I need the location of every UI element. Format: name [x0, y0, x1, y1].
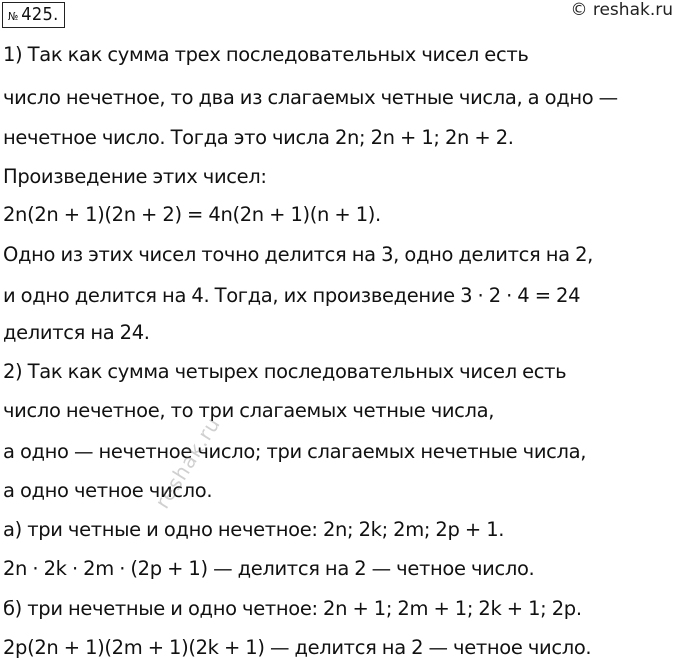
number-sign: № — [8, 10, 19, 23]
solution-line: б) три нечетные и одно четное: 2n + 1; 2m + 1; 2k + 1; 2p. — [3, 597, 582, 620]
diagonal-watermark: reshak.ru — [150, 412, 226, 513]
solution-line: 2) Так как сумма четырех последовательных чисел есть — [3, 360, 567, 383]
solution-line: делится на 24. — [3, 321, 150, 344]
solution-line: 2n(2n + 1)(2n + 2) = 4n(2n + 1)(n + 1). — [3, 203, 381, 226]
solution-line: а) три четные и одно нечетное: 2n; 2k; 2m; 2p + 1. — [3, 518, 505, 541]
solution-line: нечетное число. Тогда это числа 2n; 2n + 1; 2n + 2. — [3, 126, 514, 149]
solution-line: Одно из этих чисел точно делится на 3, одно делится на 2, — [3, 243, 593, 266]
solution-line: число нечетное, то два из слагаемых четные числа, а одно — — [3, 86, 618, 109]
solution-line: 1) Так как сумма трех последовательных чисел есть — [3, 43, 529, 66]
problem-number: 425. — [21, 4, 59, 25]
solution-line: а одно — нечетное число; три слагаемых нечетные числа, — [3, 440, 587, 463]
solution-line: и одно делится на 4. Тогда, их произведение 3 · 2 · 4 = 24 — [3, 284, 581, 307]
problem-number-badge — [2, 2, 65, 28]
solution-line: Произведение этих чисел: — [3, 165, 267, 188]
site-watermark: © reshak.ru — [570, 0, 673, 20]
solution-line: 2n · 2k · 2m · (2p + 1) — делится на 2 — четное число. — [3, 557, 535, 580]
solution-line: а одно четное число. — [3, 479, 213, 502]
solution-line: число нечетное, то три слагаемых четные числа, — [3, 399, 495, 422]
solution-line: 2p(2n + 1)(2m + 1)(2k + 1) — делится на 2 — четное число. — [3, 636, 592, 659]
